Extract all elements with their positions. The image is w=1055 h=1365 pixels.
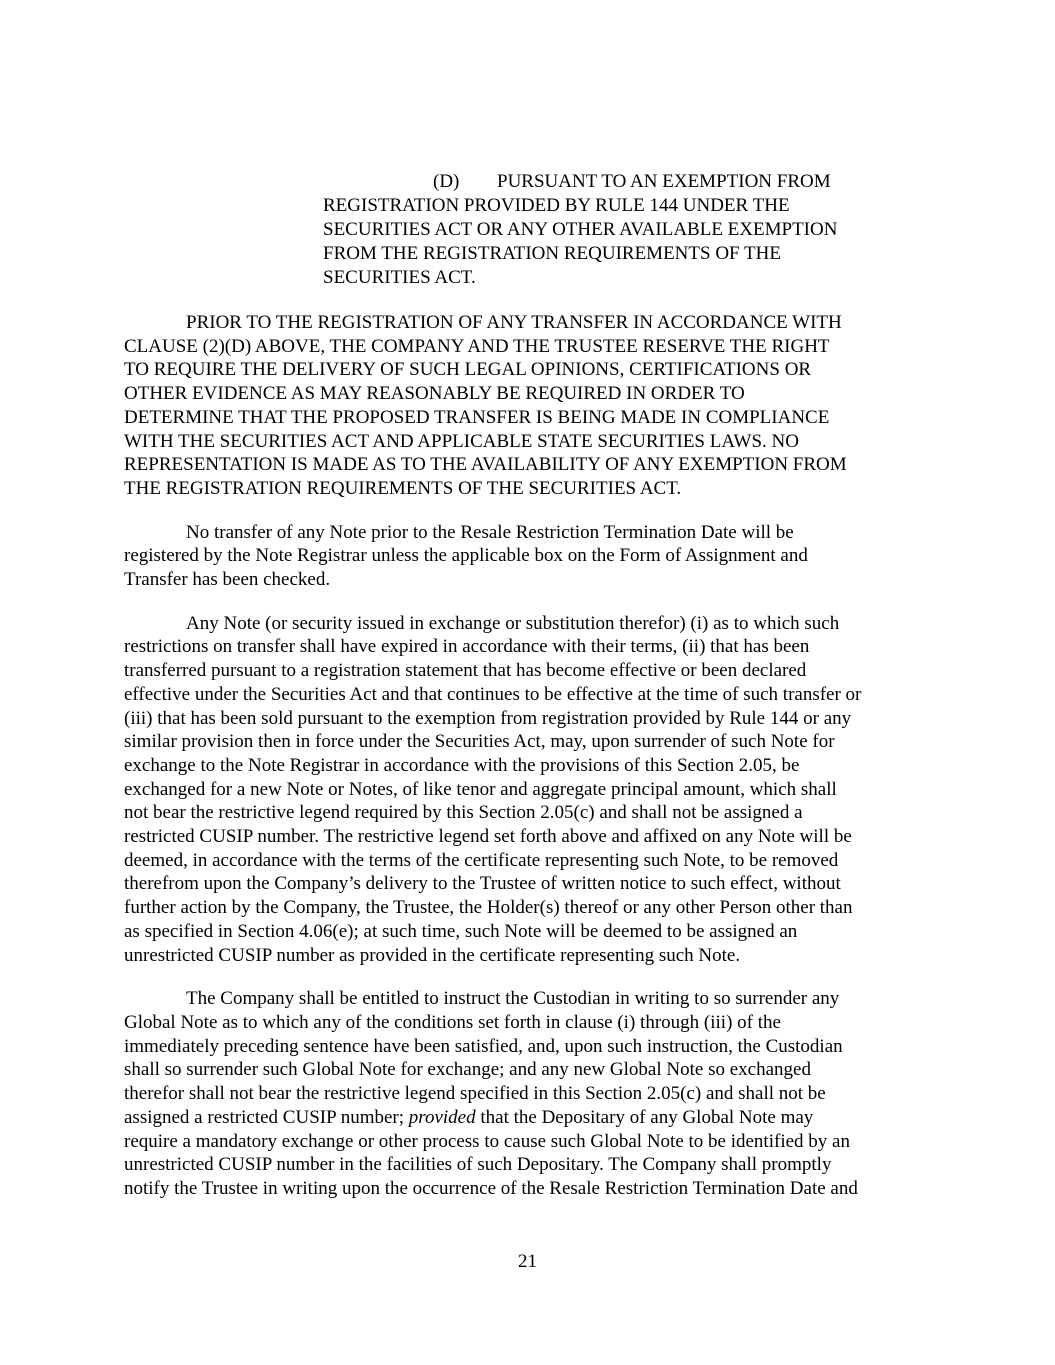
line-prefix: assigned a restricted CUSIP number; bbox=[124, 1106, 409, 1128]
line-suffix: that the Depositary of any Global Note may bbox=[475, 1106, 814, 1128]
paragraph-any-note bbox=[124, 612, 934, 968]
paragraph-line: Transfer has been checked. bbox=[124, 569, 331, 591]
paragraph-line: OTHER EVIDENCE AS MAY REASONABLY BE REQUIRED IN ORDER TO bbox=[124, 383, 745, 405]
paragraph-line: shall so surrender such Global Note for exchange; and any new Global Note so exchanged bbox=[124, 1059, 811, 1081]
clause-d-line: PURSUANT TO AN EXEMPTION FROM bbox=[497, 171, 831, 192]
paragraph-line: similar provision then in force under the Securities Act, may, upon surrender of such Note for bbox=[124, 731, 835, 753]
paragraph-line: REPRESENTATION IS MADE AS TO THE AVAILABILITY OF ANY EXEMPTION FROM bbox=[124, 454, 847, 476]
paragraph-line: THE REGISTRATION REQUIREMENTS OF THE SECURITIES ACT. bbox=[124, 477, 682, 499]
paragraph-line: Global Note as to which any of the conditions set forth in clause (i) through (iii) of the bbox=[124, 1011, 781, 1033]
paragraph-line: CLAUSE (2)(D) ABOVE, THE COMPANY AND THE TRUSTEE RESERVE THE RIGHT bbox=[124, 335, 830, 357]
paragraph-line: further action by the Company, the Trustee, the Holder(s) thereof or any other Person other than bbox=[124, 897, 853, 919]
paragraph-line: therefor shall not bear the restrictive legend specified in this Section 2.05(c) and shall not be bbox=[124, 1083, 826, 1105]
paragraph-line: not bear the restrictive legend required by this Section 2.05(c) and shall not be assigned a bbox=[124, 802, 803, 824]
paragraph-line: require a mandatory exchange or other process to cause such Global Note to be identified by an bbox=[124, 1130, 850, 1152]
paragraph-line: restricted CUSIP number. The restrictive legend set forth above and affixed on any Note will be bbox=[124, 826, 852, 848]
paragraph-line: effective under the Securities Act and that continues to be effective at the time of such transfer or bbox=[124, 683, 862, 705]
clause-d-line: REGISTRATION PROVIDED BY RULE 144 UNDER THE bbox=[323, 195, 790, 216]
paragraph-line: therefrom upon the Company’s delivery to the Trustee of written notice to such effect, without bbox=[124, 873, 841, 895]
clause-d bbox=[323, 170, 923, 290]
paragraph-line: notify the Trustee in writing upon the occurrence of the Resale Restriction Termination Date and bbox=[124, 1177, 858, 1199]
paragraph-line: Any Note (or security issued in exchange or substitution therefor) (i) as to which such bbox=[186, 612, 840, 634]
paragraph-prior-registration bbox=[124, 311, 934, 501]
clause-d-label: (D) bbox=[433, 171, 460, 192]
paragraph-line: (iii) that has been sold pursuant to the exemption from registration provided by Rule 144 or any bbox=[124, 707, 852, 729]
paragraph-line: as specified in Section 4.06(e); at such time, such Note will be deemed to be assigned an bbox=[124, 920, 798, 942]
paragraph-line: unrestricted CUSIP number as provided in the certificate representing such Note. bbox=[124, 944, 741, 966]
clause-d-line: FROM THE REGISTRATION REQUIREMENTS OF THE bbox=[323, 243, 781, 264]
paragraph-line: restrictions on transfer shall have expired in accordance with their terms, (ii) that has been bbox=[124, 636, 810, 658]
clause-d-line: SECURITIES ACT. bbox=[323, 267, 476, 288]
paragraph-line: PRIOR TO THE REGISTRATION OF ANY TRANSFER IN ACCORDANCE WITH bbox=[186, 312, 842, 333]
paragraph-no-transfer bbox=[124, 521, 934, 592]
paragraph-line: unrestricted CUSIP number in the facilities of such Depositary. The Company shall promptly bbox=[124, 1154, 832, 1176]
body-text bbox=[124, 311, 934, 1221]
paragraph-line: registered by the Note Registrar unless the applicable box on the Form of Assignment and bbox=[124, 545, 808, 567]
paragraph-line: deemed, in accordance with the terms of the certificate representing such Note, to be removed bbox=[124, 849, 839, 871]
paragraph-company-custodian bbox=[124, 987, 934, 1200]
clause-d-line: SECURITIES ACT OR ANY OTHER AVAILABLE EXEMPTION bbox=[323, 219, 838, 240]
paragraph-line: exchange to the Note Registrar in accordance with the provisions of this Section 2.05, be bbox=[124, 754, 800, 776]
paragraph-line: The Company shall be entitled to instruct the Custodian in writing to so surrender any bbox=[186, 988, 840, 1010]
page-number: 21 bbox=[518, 1251, 537, 1272]
paragraph-line: DETERMINE THAT THE PROPOSED TRANSFER IS BEING MADE IN COMPLIANCE bbox=[124, 406, 830, 428]
paragraph-line: WITH THE SECURITIES ACT AND APPLICABLE STATE SECURITIES LAWS. NO bbox=[124, 430, 799, 452]
paragraph-line: exchanged for a new Note or Notes, of like tenor and aggregate principal amount, which shall bbox=[124, 778, 837, 800]
paragraph-line-italic bbox=[124, 1106, 934, 1130]
paragraph-line: immediately preceding sentence have been satisfied, and, upon such instruction, the Custodian bbox=[124, 1035, 843, 1057]
clause-d-first-line bbox=[323, 170, 923, 194]
italic-provided: provided bbox=[408, 1106, 476, 1128]
paragraph-line: transferred pursuant to a registration statement that has become effective or been declared bbox=[124, 660, 807, 682]
paragraph-line: TO REQUIRE THE DELIVERY OF SUCH LEGAL OPINIONS, CERTIFICATIONS OR bbox=[124, 359, 812, 381]
paragraph-line: No transfer of any Note prior to the Resale Restriction Termination Date will be bbox=[186, 521, 794, 543]
